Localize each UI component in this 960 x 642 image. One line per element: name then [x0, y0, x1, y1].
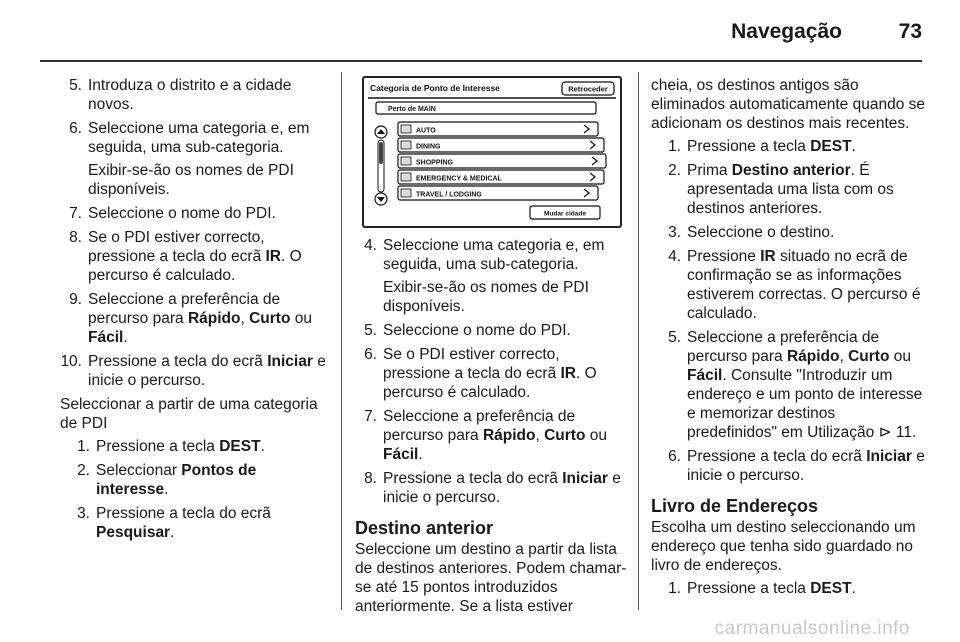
list-item: 8. Pressione a tecla do ecrã Iniciar e inicie o percurso.	[364, 470, 621, 506]
list-item: 5. Seleccione a preferência de percurso para Rápido, Curto ou Fácil. Consulte "Introduzir um endereço e um ponto de interesse e memorizar destinos predefinidos" em Utilização ⊳ 11.	[668, 329, 923, 441]
row-emergency[interactable]	[398, 170, 604, 184]
section-heading: Livro de Endereços	[651, 496, 819, 516]
paragraph: Seleccione um destino a partir da lista de destinos anteriores. Podem chamar-se até 15 pontos introduzidos anteriormente. Se a lista estiver	[355, 541, 627, 615]
list-item: 1. Pressione a tecla DEST.	[77, 438, 265, 455]
list-item: 6. Seleccione uma categoria e, em seguida, uma sub-categoria. Exibir-se-ão os nomes de PDI disponíveis.	[69, 120, 310, 198]
dining-icon	[401, 141, 411, 149]
list-item: 10. Pressione a tecla do ecrã Iniciar e inicie o percurso.	[60, 353, 326, 389]
column-2	[355, 236, 627, 620]
steps-list-a	[355, 236, 627, 507]
list-item: 2. Seleccionar Pontos de interesse.	[77, 462, 257, 498]
list-item: 1. Pressione a tecla DEST.	[668, 580, 856, 597]
list-item: 5. Seleccione o nome do PDI.	[364, 322, 571, 339]
steps-list-b	[659, 579, 926, 598]
scroll-thumb[interactable]	[379, 142, 383, 164]
section-heading: Destino anterior	[355, 518, 494, 538]
list-item: 6. Se o PDI estiver correcto, pressione a tecla do ecrã IR. O percurso é calculado.	[364, 346, 597, 401]
paragraph: Escolha um destino seleccionando um endereço que tenha sido guardado no livro de endereços.	[651, 519, 916, 574]
list-item: 7. Seleccione o nome do PDI.	[69, 205, 276, 222]
row-label: EMERGENCY & MEDICAL	[416, 175, 502, 183]
column-1	[60, 76, 330, 547]
page-number: 73	[898, 20, 922, 43]
medical-icon	[401, 173, 411, 181]
row-auto[interactable]	[398, 122, 598, 136]
screen-drawing	[364, 78, 620, 226]
row-label: SHOPPING	[416, 159, 453, 167]
row-dining[interactable]	[398, 138, 604, 152]
page-header	[0, 0, 960, 60]
paragraph: cheia, os destinos antigos são eliminados automaticamente quando se adicionam os destinos mais recentes.	[651, 77, 926, 132]
car-icon	[401, 125, 411, 133]
list-item: 3. Seleccione o destino.	[668, 224, 835, 241]
column-divider-2	[638, 72, 639, 610]
steps-list-a	[659, 137, 926, 485]
list-item: 6. Pressione a tecla do ecrã Iniciar e inicie o percurso.	[668, 448, 925, 484]
shopping-icon	[401, 157, 411, 165]
column-3	[651, 76, 926, 603]
list-item: 9. Seleccione a preferência de percurso para Rápido, Curto ou Fácil.	[69, 291, 312, 346]
near-label: Perto de MAIN	[388, 106, 436, 113]
row-label: AUTO	[416, 127, 436, 135]
section-title: Navegação	[731, 20, 842, 43]
column-divider-1	[341, 72, 342, 610]
row-label: TRAVEL / LODGING	[416, 191, 482, 199]
watermark: carmanualsonline.info	[714, 618, 910, 639]
list-item: 4. Seleccione uma categoria e, em seguida, uma sub-categoria. Exibir-se-ão os nomes de PDI disponíveis.	[364, 237, 605, 315]
back-button-label: Retroceder	[568, 84, 608, 94]
screen-title: Categoria de Ponto de Interesse	[370, 83, 500, 93]
row-label: DINING	[416, 143, 441, 151]
paragraph: Seleccionar a partir de uma categoria de PDI	[60, 396, 318, 432]
list-item: 3. Pressione a tecla do ecrã Pesquisar.	[77, 505, 271, 541]
lodging-icon	[401, 189, 411, 197]
steps-list-a	[60, 76, 330, 390]
list-item: 8. Se o PDI estiver correcto, pressione a tecla do ecrã IR. O percurso é calculado.	[69, 229, 302, 284]
list-item: 5. Introduza o distrito e a cidade novos.	[69, 77, 292, 113]
row-shopping[interactable]	[398, 154, 606, 168]
page-reference[interactable]: ⊳ 11.	[878, 424, 917, 441]
poi-category-screen	[362, 76, 622, 228]
list-item: 2. Prima Destino anterior. É apresentada uma lista com os destinos anteriores.	[668, 162, 894, 217]
header-rule	[40, 60, 922, 62]
steps-list-b	[68, 437, 330, 542]
list-item: 1. Pressione a tecla DEST.	[668, 138, 856, 155]
list-item: 7. Seleccione a preferência de percurso para Rápido, Curto ou Fácil.	[364, 408, 607, 463]
list-item: 4. Pressione IR situado no ecrã de confirmação se as informações estiverem correctas. O percurso é calculado.	[668, 248, 921, 322]
row-travel[interactable]	[398, 186, 598, 200]
change-city-label: Mudar cidade	[544, 210, 586, 218]
